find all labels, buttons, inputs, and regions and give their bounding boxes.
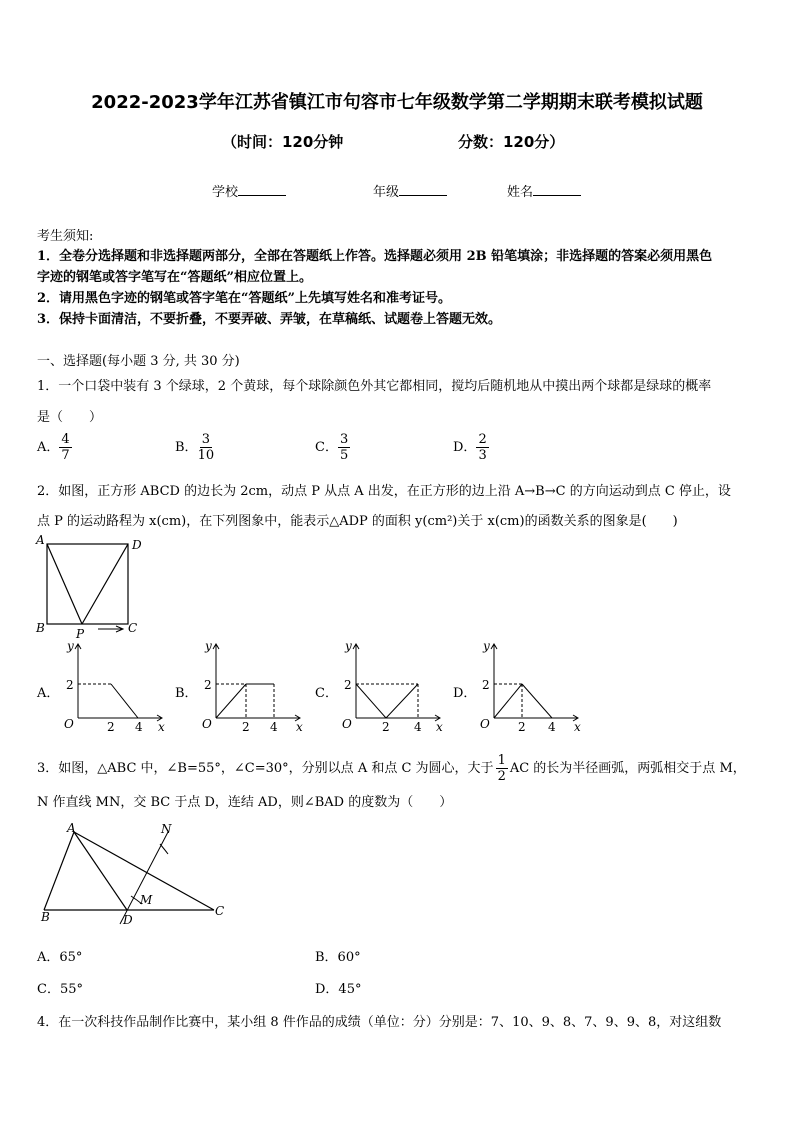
tick-2y: 2 <box>66 678 74 692</box>
label-b: B <box>36 621 45 635</box>
label-a: A <box>36 533 45 547</box>
option-label: D． <box>453 440 477 455</box>
option-label: C． <box>315 440 338 455</box>
tick-2y: 2 <box>344 678 352 692</box>
segment-ad <box>74 832 127 910</box>
option-label: B． <box>175 440 198 455</box>
square-abcd <box>47 544 128 624</box>
origin-label: O <box>64 717 74 731</box>
label-d: D <box>123 913 133 927</box>
exam-time: （时间：120分钟 <box>222 133 344 151</box>
school-field <box>212 181 286 200</box>
tick-2x: 2 <box>518 720 526 734</box>
side-ab <box>44 832 74 910</box>
label-m: M <box>140 893 153 907</box>
label-c: C <box>215 904 225 918</box>
graph-d <box>474 636 586 734</box>
y-label: y <box>67 639 74 653</box>
label-p: P <box>76 627 85 640</box>
fraction-half: $\frac{1}{2}$ <box>497 753 506 784</box>
q3-text: 3．如图，△ABC 中，∠B=55°，∠C=30°，分别以点 A 和点 C 为圆心，大于 $\frac{1}{2}$ AC 的长为半径画弧，两弧相交于点 M， <box>37 753 746 784</box>
q2-option-a[interactable]: A． <box>37 686 60 701</box>
tick-2x: 2 <box>107 720 115 734</box>
q1-option-c[interactable] <box>315 432 350 463</box>
tick-2y: 2 <box>482 678 490 692</box>
x-label: x <box>296 720 303 734</box>
tick-2y: 2 <box>204 678 212 692</box>
school-label: 学校 <box>212 185 239 200</box>
y-label: y <box>483 639 490 653</box>
fraction: $\frac{4}{7}$ <box>61 432 70 463</box>
q3-option-c[interactable]: C．55° <box>37 982 83 997</box>
y-label: y <box>205 639 212 653</box>
notice-item: 2．请用黑色字迹的钢笔或答字笔在“答题纸”上先填写姓名和准考证号。 <box>37 291 452 306</box>
x-label: x <box>574 720 581 734</box>
segment-dp <box>82 544 128 624</box>
fraction: $\frac{3}{10}$ <box>197 432 215 463</box>
name-label: 姓名 <box>507 185 534 200</box>
fraction: $\frac{3}{5}$ <box>339 432 349 463</box>
segment-ap <box>47 544 82 624</box>
segment-up <box>494 684 522 718</box>
tick-4x: 4 <box>270 720 278 734</box>
school-blank <box>238 183 286 196</box>
q1-option-a[interactable] <box>37 432 72 463</box>
triangle-figure <box>34 820 234 932</box>
q2-option-c[interactable]: C． <box>315 686 338 701</box>
label-c: C <box>128 621 138 635</box>
q1-option-d[interactable] <box>453 432 489 463</box>
name-blank <box>533 183 581 196</box>
y-label: y <box>345 639 352 653</box>
label-n: N <box>161 822 172 836</box>
segment-down <box>356 684 386 718</box>
origin-label: O <box>480 717 490 731</box>
tick-4x: 4 <box>414 720 422 734</box>
grade-label: 年级 <box>373 185 400 200</box>
fraction: $\frac{2}{3}$ <box>478 432 487 463</box>
segment-down <box>522 684 552 718</box>
section-heading: 一、选择题(每小题 3 分, 共 30 分) <box>37 354 240 369</box>
x-label: x <box>436 720 443 734</box>
q2-option-d[interactable]: D． <box>453 686 477 701</box>
label-a: A <box>67 821 76 835</box>
notice-heading: 考生须知: <box>37 229 94 244</box>
arc-n <box>160 844 168 854</box>
origin-label: O <box>202 717 212 731</box>
q3-text-cont: N 作直线 MN，交 BC 于点 D，连结 AD，则∠BAD 的度数为（ ） <box>37 795 453 810</box>
notice-item: 3．保持卡面清洁，不要折叠，不要弄破、弄皱，在草稿纸、试题卷上答题无效。 <box>37 312 502 327</box>
segment-up <box>216 684 246 718</box>
origin-label: O <box>342 717 352 731</box>
q3-option-a[interactable]: A．65° <box>37 950 83 965</box>
grade-field <box>373 181 447 200</box>
label-b: B <box>41 910 50 924</box>
q1-text: 1．一个口袋中装有 3 个绿球，2 个黄球，每个球除颜色外其它都相同，搅均后随机地从中摸出两个球都是绿球的概率 <box>37 379 712 394</box>
notice-item: 字迹的钢笔或答字笔写在“答题纸”相应位置上。 <box>37 270 312 285</box>
q1-option-b[interactable] <box>175 432 214 463</box>
q3-option-b[interactable]: B．60° <box>315 950 361 965</box>
graph-a <box>58 636 170 734</box>
notice-item: 1．全卷分选择题和非选择题两部分，全部在答题纸上作答。选择题必须用 2B 铅笔填涂；非选择题的答案必须用黑色 <box>37 249 713 264</box>
q2-text: 2．如图，正方形 ABCD 的边长为 2cm，动点 P 从点 A 出发，在正方形的边上沿 A→B→C 的方向运动到点 C 停止，设 <box>37 484 731 499</box>
exam-score: 分数：120分） <box>458 133 565 151</box>
q4-text: 4．在一次科技作品制作比赛中，某小组 8 件作品的成绩（单位：分）分别是：7、10、9、8、7、9、9、8，对这组数 <box>37 1015 722 1030</box>
q2-option-b[interactable]: B． <box>175 686 198 701</box>
q3-option-d[interactable]: D．45° <box>315 982 362 997</box>
segment-down <box>111 684 138 718</box>
name-field <box>507 181 581 200</box>
graph-b <box>196 636 308 734</box>
tick-4x: 4 <box>135 720 143 734</box>
option-label: A． <box>37 440 60 455</box>
x-label: x <box>158 720 165 734</box>
tick-2x: 2 <box>242 720 250 734</box>
square-figure <box>30 532 150 640</box>
q2-text-cont: 点 P 的运动路程为 x(cm)，在下列图象中，能表示△ADP 的面积 y(cm²)关于 x(cm)的函数关系的图象是( ) <box>37 514 678 529</box>
graph-c <box>336 636 448 734</box>
q1-text-cont: 是（ ） <box>37 410 103 425</box>
tick-4x: 4 <box>548 720 556 734</box>
label-d: D <box>132 538 142 552</box>
page-title: 2022-2023学年江苏省镇江市句容市七年级数学第二学期期末联考模拟试题 <box>91 92 703 113</box>
segment-up <box>386 684 418 718</box>
grade-blank <box>399 183 447 196</box>
tick-2x: 2 <box>382 720 390 734</box>
